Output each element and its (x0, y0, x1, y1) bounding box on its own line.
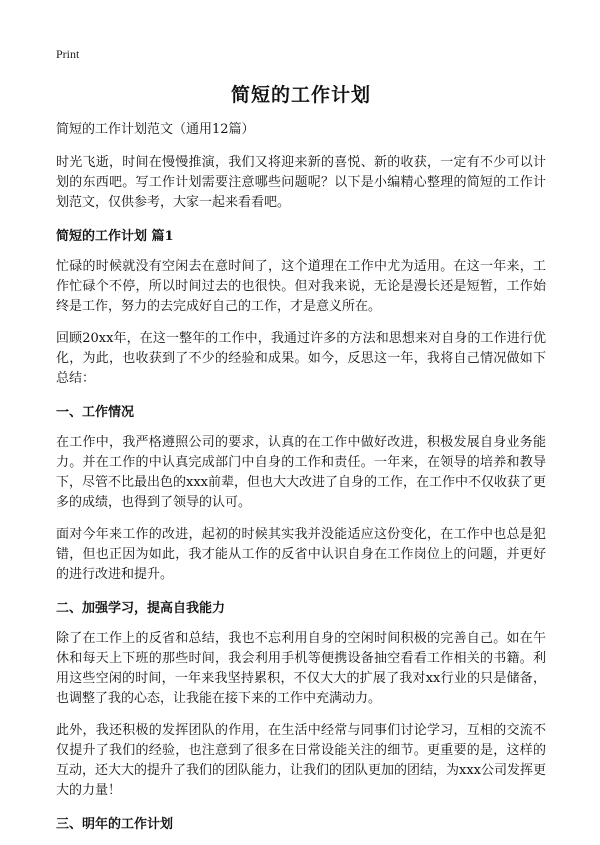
intro-paragraph: 时光飞逝，时间在慢慢推演，我们又将迎来新的喜悦、新的收获，一定有不少可以计划的东西吧。写工作计划需要注意哪些问题呢？以下是小编精心整理的简短的工作计划范文，仅供参考，大家一起来看看吧。 (56, 155, 546, 210)
section-heading-work-status: 一、工作情况 (56, 405, 135, 420)
section-heading-next-year-plan: 三、明年的工作计划 (56, 817, 174, 832)
section-paragraph: 除了在工作上的反省和总结，我也不忘利用自身的空闲时间积极的完善自己。如在午休和每天上下班的那些时间，我会利用手机等便携设备抽空看看工作相关的书籍。利用这些空闲的时间，一年来我坚持累积，不仅大大的扩展了我对xx行业的只是储备，也调整了我的心态，让我能在接下来的工作中充满动力。 (56, 631, 546, 706)
page-title: 简短的工作计划 (230, 84, 371, 106)
section-paragraph: 在工作中，我严格遵照公司的要求，认真的在工作中做好改进，积极发展自身业务能力。并在工作的中认真完成部门中自身的工作和责任。一年来，在领导的培养和教导下，尽管不比最出色的xxx前辈，但也大大改进了自身的工作，在工作中不仅收获了更多的成绩，也得到了领导的认可。 (56, 435, 546, 510)
section-paragraph: 此外，我还积极的发挥团队的作用，在生活中经常与同事们讨论学习，互相的交流不仅提升了我们的经验，也注意到了很多在日常设能关注的细节。更重要的是，这样的互动，还大大的提升了我们的团队能力，让我们的团队更加的团结，为xxx公司发挥更大的力量！ (56, 723, 546, 798)
section-paragraph: 面对今年来工作的改进，起初的时候其实我并没能适应这份变化，在工作中也总是犯错，但也正因为如此，我才能从工作的反省中认识自身在工作岗位上的问题，并更好的进行改进和提升。 (56, 527, 546, 582)
document-subtitle: 简短的工作计划范文（通用12篇） (56, 122, 255, 137)
article-heading: 简短的工作计划 篇1 (56, 229, 174, 244)
section-heading-learning: 二、加强学习，提高自我能力 (56, 601, 226, 616)
document-body (56, 120, 546, 845)
article-paragraph: 回顾20xx年，在这一整年的工作中，我通过许多的方法和思想来对自身的工作进行优化，为此，也收获到了不少的经验和成果。如今，反思这一年，我将自己情况做如下总结： (56, 331, 546, 386)
article-paragraph: 忙碌的时候就没有空闲去在意时间了，这个道理在工作中尤为适用。在这一年来，工作忙碌个不停，所以时间过去的也很快。但对我来说，无论是漫长还是短暂，工作始终是工作，努力的去完成好自己的工作，才是意义所在。 (56, 259, 546, 314)
print-link[interactable]: Print (56, 47, 80, 61)
